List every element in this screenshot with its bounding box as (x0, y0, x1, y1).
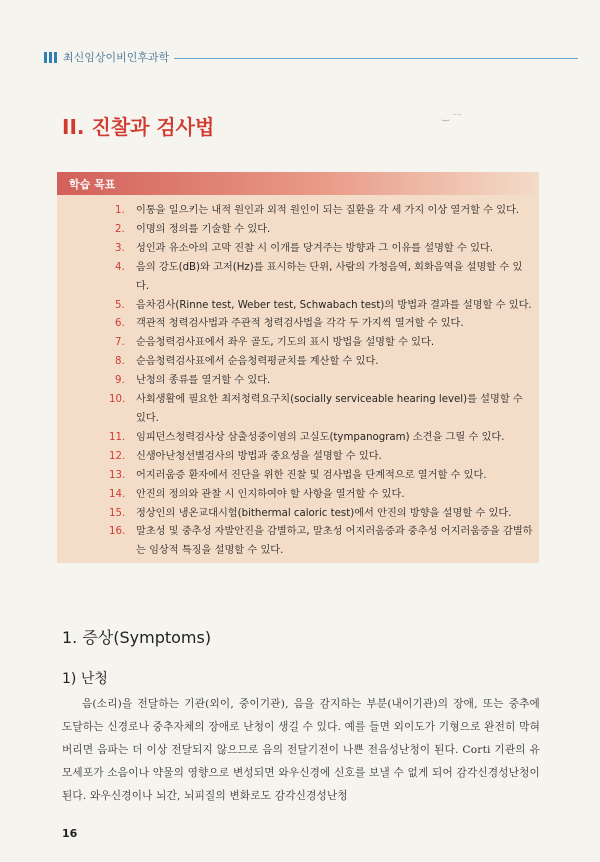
objective-number: 9. (115, 375, 125, 387)
objective-number: 12. (109, 450, 126, 462)
objective-number: 5. (115, 299, 125, 311)
objective-text: 사회생활에 필요한 최저청력요구치(socially serviceable hearing level)를 설명할 수 있다. (136, 394, 523, 424)
objectives-header-bar (57, 172, 539, 195)
objective-number: 8. (115, 356, 125, 368)
objective-number: 15. (109, 507, 126, 519)
objective-text: 정상인의 냉온교대시험(bithermal caloric test)에서 안진의 방향을 설명할 수 있다. (136, 507, 512, 519)
objective-number: 2. (115, 223, 125, 235)
objective-number: 3. (115, 242, 125, 254)
header-rule (174, 58, 578, 59)
header-bars-icon (44, 52, 57, 63)
objective-number: 1. (115, 205, 125, 216)
objective-item (109, 467, 535, 486)
objective-item (115, 315, 535, 334)
objective-text: 순음청력검사표에서 순음청력평균치를 계산할 수 있다. (136, 356, 379, 368)
objective-item (115, 353, 535, 372)
objective-number: 16. (109, 526, 126, 538)
objective-item (115, 297, 535, 316)
subsection-heading: 1) 난청 (62, 671, 108, 687)
section-heading: 1. 증상(Symptoms) (62, 628, 212, 647)
objective-item (109, 523, 535, 561)
objective-text: 안진의 정의와 관찰 시 인지하여야 할 사항을 열거할 수 있다. (136, 488, 405, 500)
objective-item (115, 259, 535, 297)
objective-number: 4. (115, 261, 125, 273)
objective-text: 이통을 일으키는 내적 원인과 외적 원인이 되는 질환을 각 세 가지 이상 열거할 수 있다. (136, 205, 520, 216)
objectives-list (109, 202, 535, 561)
objective-text: 성인과 유소아의 고막 진찰 시 이개를 당겨주는 방향과 그 이유를 설명할 수 있다. (136, 242, 494, 254)
objective-text: 신생아난청선별검사의 방법과 중요성을 설명할 수 있다. (136, 450, 382, 462)
objective-number: 10. (109, 394, 126, 406)
objective-item (115, 202, 535, 221)
pencil-mark: ‿ ⁻⁻ (442, 112, 462, 122)
running-header-title: 최신임상이비인후과학 (63, 51, 170, 64)
objective-text: 순음청력검사표에서 좌우 골도, 기도의 표시 방법을 설명할 수 있다. (136, 337, 435, 349)
objective-number: 14. (109, 488, 126, 500)
objective-item (109, 505, 535, 524)
objective-number: 13. (109, 469, 126, 481)
objective-item (109, 486, 535, 505)
body-paragraph: 음(소리)을 전달하는 기관(외이, 중이기관), 음을 감지하는 부분(내이기관)의 장애, 또는 중추에 도달하는 신경로나 중추자체의 장애로 난청이 생길 수 있다. 예를 들면 외이도가 기형으로 완전히 막혀버리면 음파는 더 이상 전달되지 않으므로 음의 전달기전이 나쁜 전음성난청이 된다. Corti 기관의 유모세포가 소음이나 약물의 영향으로 변성되면 와우신경에 신호를 보낼 수 없게 되어 감각신경성난청이 된다. 와우신경이나 뇌간, 뇌피질의 변화로도 감각신경성난청 (62, 698, 540, 802)
objective-number: 6. (115, 318, 125, 330)
objective-text: 어지러움증 환자에서 진단을 위한 진찰 및 검사법을 단계적으로 열거할 수 있다. (136, 469, 487, 481)
objective-item (115, 240, 535, 259)
objective-item (109, 429, 535, 448)
objective-text: 객관적 청력검사법과 주관적 청력검사법을 각각 두 가지씩 열거할 수 있다. (136, 318, 464, 330)
objective-number: 7. (115, 337, 125, 349)
objective-number: 11. (109, 431, 126, 443)
objective-text: 음의 강도(dB)와 고저(Hz)를 표시하는 단위, 사람의 가청음역, 회화음역을 설명할 수 있다. (136, 261, 523, 292)
objectives-header-label: 학습 목표 (69, 178, 116, 191)
objective-item (109, 448, 535, 467)
objective-item (115, 334, 535, 353)
objective-text: 임피던스청력검사상 삼출성중이염의 고실도(tympanogram) 소견을 그릴 수 있다. (136, 431, 505, 443)
objective-text: 말초성 및 중추성 자발안진을 감별하고, 말초성 어지러움증과 중추성 어지러움증을 감별하는 임상적 특징을 설명할 수 있다. (136, 526, 533, 557)
objective-text: 난청의 종류를 열거할 수 있다. (136, 375, 271, 387)
objective-item (115, 372, 535, 391)
page-number: 16 (62, 827, 78, 840)
objective-text: 이명의 정의를 기술할 수 있다. (136, 223, 271, 235)
objective-item (115, 221, 535, 240)
learning-objectives-box (57, 172, 539, 563)
objective-text: 음차검사(Rinne test, Weber test, Schwabach test)의 방법과 결과를 설명할 수 있다. (136, 299, 532, 311)
chapter-title: II. 진찰과 검사법 (62, 115, 215, 139)
running-header (44, 48, 544, 68)
objective-item (109, 391, 535, 429)
